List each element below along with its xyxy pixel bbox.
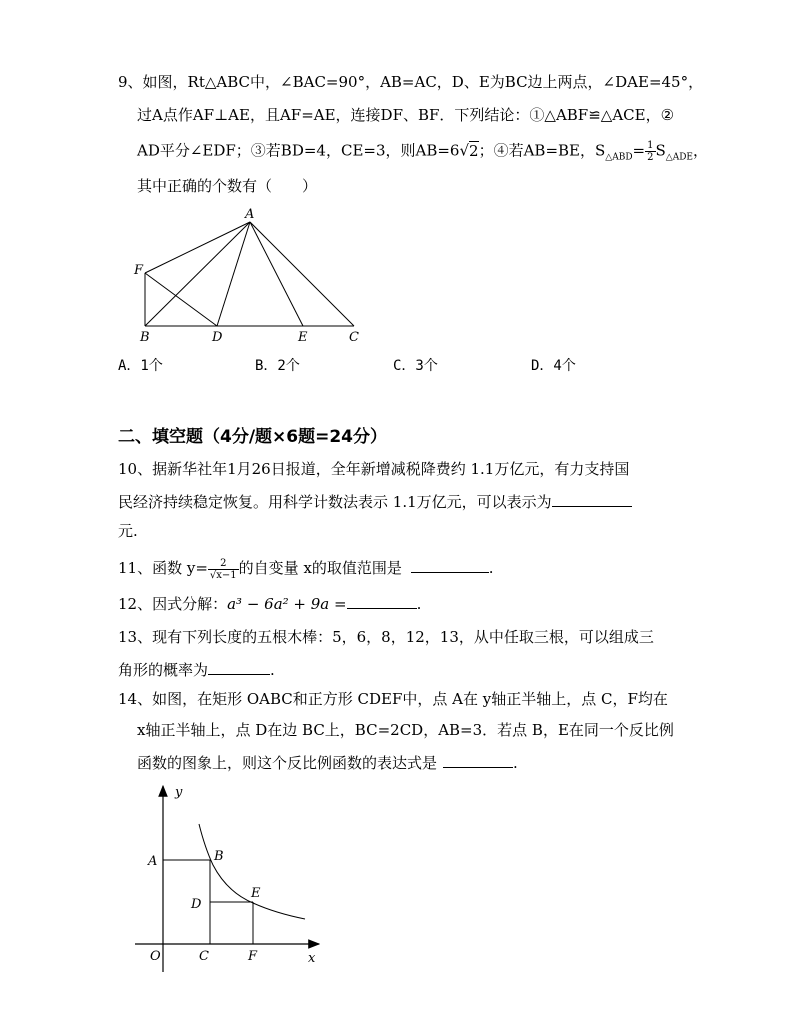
q10-line2 [118, 490, 632, 512]
q11-line [118, 556, 493, 581]
label-b: B [140, 330, 150, 344]
q14-line1 [118, 689, 668, 709]
label-e: E [251, 886, 261, 901]
q14-answer-blank[interactable] [443, 751, 513, 768]
label-f: F [248, 949, 258, 964]
q9-sqrt-radicand: 2 [469, 141, 479, 160]
q10-text-line3: 元. [118, 522, 138, 540]
segment-ae [250, 222, 303, 326]
q9-option-a: A．1个 [118, 358, 163, 374]
q10-text-line1: 10、据新华社年1月26日报道，全年新增减税降费约 1.1万亿元，有力支持国 [118, 460, 630, 478]
q9-line1 [118, 72, 703, 92]
q9-figure [128, 204, 368, 344]
label-b: B [214, 849, 224, 864]
segment-fd [145, 273, 217, 326]
q9-line4 [137, 176, 317, 196]
segment-ac [250, 222, 354, 326]
q13-line1 [118, 627, 654, 647]
q13-text-line2: 角形的概率为 [118, 661, 209, 679]
label-x: x [308, 951, 316, 966]
q11-frac-num: 2 [208, 558, 239, 570]
q9-text-line1: 如图，Rt△ABC中，∠BAC=90°，AB=AC，D、E为BC边上两点，∠DAE=45°， [142, 73, 704, 91]
q13-end: . [270, 661, 275, 679]
q9-line2 [137, 105, 674, 125]
label-f: F [134, 263, 144, 278]
q9-text-line4: 其中正确的个数有（ ） [137, 177, 318, 195]
q14-figure [135, 780, 345, 980]
q14-end: . [513, 754, 518, 772]
segment-ad [217, 222, 250, 326]
q9-text-line3a: AD平分∠EDF；③若BD=4，CE=3，则AB=6 [137, 141, 460, 160]
q9-text-line3e: ， [693, 141, 709, 160]
q9-fraction [645, 140, 655, 163]
q12-line [118, 592, 421, 614]
sqrt-symbol: √ [459, 141, 470, 160]
q11-suffix: 的自变量 x的取值范围是 [238, 559, 402, 577]
q9-sub1: △ABD [605, 152, 633, 163]
q11-fraction [208, 558, 239, 581]
q10-text-line2: 民经济持续稳定恢复。用科学计数法表示 1.1万亿元，可以表示为 [118, 493, 552, 511]
q14-line2 [137, 720, 674, 740]
segment-af [145, 222, 250, 273]
q9-option-d: D．4个 [531, 358, 576, 374]
label-a: A [148, 854, 158, 869]
q9-frac-den: 2 [647, 152, 654, 163]
q12-end: . [416, 595, 422, 613]
q12-answer-blank[interactable] [347, 592, 417, 609]
label-d: D [212, 330, 223, 344]
q10-line3 [118, 521, 138, 541]
q9-text-line2: 过A点作AF⊥AE，且AF=AE，连接DF、BF．下列结论：①△ABF≌△ACE，② [137, 106, 675, 124]
label-c: C [349, 330, 359, 344]
section-title: 二、填空题（4分/题×6题=24分） [118, 427, 388, 447]
q14-text-line3: 函数的图象上，则这个反比例函数的表达式是 [137, 754, 438, 772]
q11-end: . [488, 559, 494, 577]
q11-frac-den: √x−1 [209, 569, 237, 581]
q11-prefix: 11、函数 y= [118, 559, 208, 577]
q9-text-line3b: ；④若AB=BE，S [478, 141, 606, 160]
label-a: A [245, 207, 255, 222]
hyperbola-curve [199, 824, 305, 919]
q13-text-line1: 13、现有下列长度的五根木棒：5，6，8，12，13，从中任取三根，可以组成三 [118, 628, 654, 646]
q9-sub2: △ADE [665, 152, 693, 163]
q13-answer-blank[interactable] [208, 658, 270, 675]
label-c: C [199, 949, 209, 964]
q11-answer-blank[interactable] [411, 556, 489, 573]
q9-line3 [137, 140, 708, 168]
q9-text-line3d: S [655, 141, 666, 160]
q9-option-c: C．3个 [393, 358, 438, 374]
q12-expression: a³ − 6a² + 9a = [227, 595, 347, 613]
q9-text-line3c: = [632, 141, 646, 160]
q13-line2 [118, 658, 275, 680]
q9-number: 9、 [118, 73, 143, 91]
label-y: y [175, 785, 183, 800]
label-o: O [150, 949, 161, 964]
q14-line3 [137, 751, 518, 773]
q10-answer-blank[interactable] [552, 490, 632, 507]
q9-frac-num: 1 [647, 140, 654, 151]
q14-text-line1: 14、如图，在矩形 OABC和正方形 CDEF中，点 A在 y轴正半轴上，点 C，F均在 [118, 690, 668, 708]
q14-text-line2: x轴正半轴上，点 D在边 BC上，BC=2CD，AB=3．若点 B，E在同一个反比例 [137, 721, 674, 739]
q10-line1 [118, 459, 629, 479]
label-d: D [191, 897, 202, 912]
q12-prefix: 12、因式分解： [118, 595, 228, 613]
label-e: E [298, 330, 308, 344]
q9-option-b: B．2个 [255, 358, 300, 374]
segment-ab [145, 222, 250, 326]
